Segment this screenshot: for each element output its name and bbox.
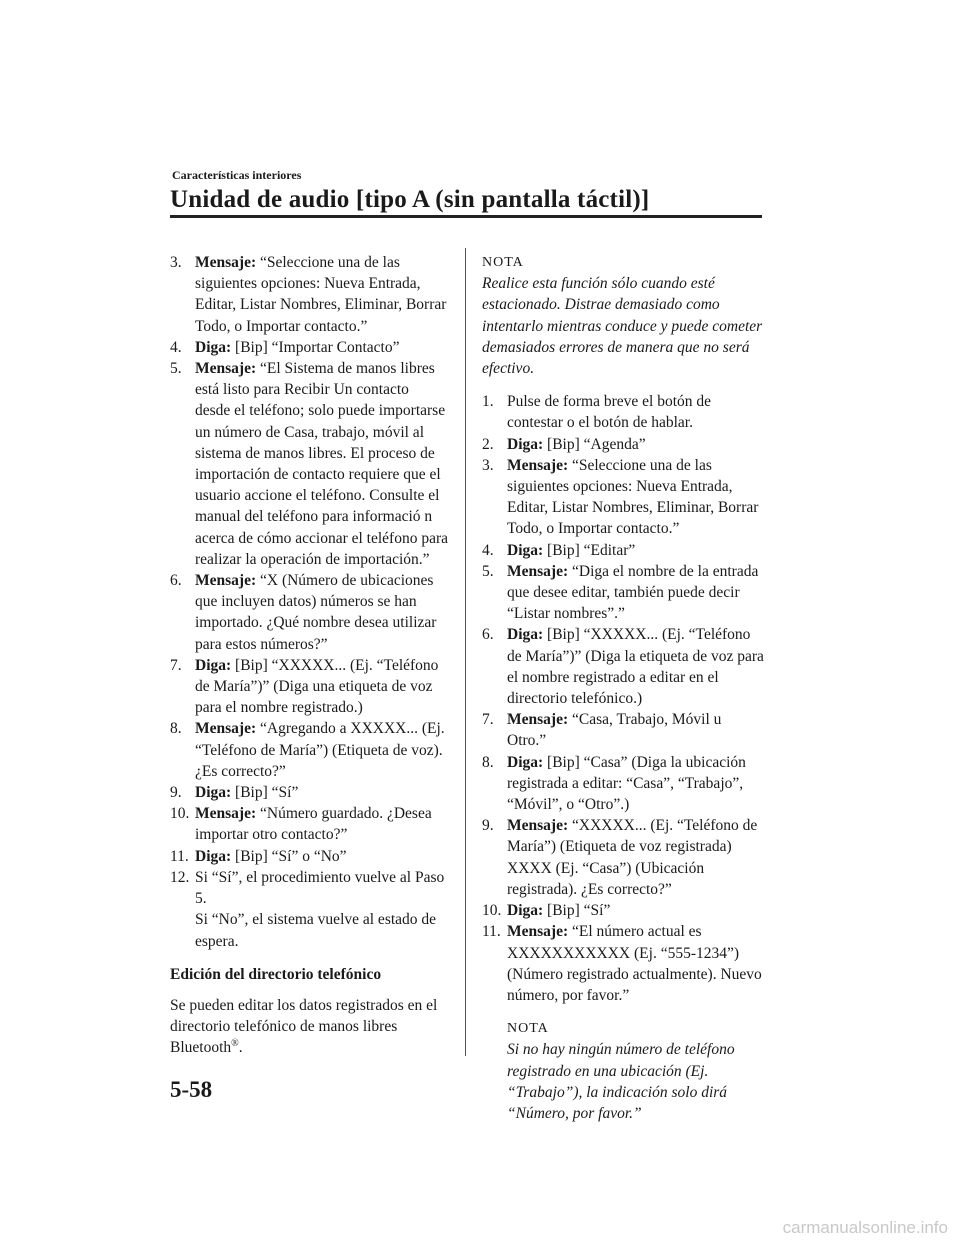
- step-6: [170, 570, 448, 655]
- note-title: NOTA: [507, 1021, 549, 1037]
- step-text: “El número actual es XXXXXXXXXXX (Ej. “555-1234”) (Número registrado actualmente). Nuevo número, por favor.”: [507, 923, 762, 1004]
- title-rule: [170, 215, 762, 218]
- step-9: [170, 782, 448, 803]
- step-text: [Bip] “Importar Contacto”: [231, 338, 400, 356]
- page-title: Unidad de audio [tipo A (sin pantalla táctil)]: [170, 186, 650, 213]
- step-number: 3.: [170, 254, 182, 271]
- step-number: 6.: [482, 626, 494, 644]
- step-5: [170, 358, 448, 570]
- step-label: Mensaje:: [507, 711, 569, 729]
- subheading-phonebook-edit: Edición del directorio telefónico: [170, 965, 382, 983]
- step-label: Diga:: [507, 753, 544, 771]
- step-label: Mensaje:: [507, 562, 569, 580]
- step-text: [Bip] “Agenda”: [543, 435, 646, 453]
- step-4: [482, 540, 764, 561]
- step-10: [482, 900, 764, 921]
- step-number: 4.: [482, 541, 494, 559]
- note-parked: [482, 252, 764, 379]
- step-4: [170, 337, 448, 358]
- step-7: [482, 709, 764, 751]
- page-number: 5-58: [170, 1077, 213, 1102]
- step-label: Diga:: [195, 784, 232, 802]
- step-label: Mensaje:: [195, 360, 257, 378]
- step-number: 9.: [170, 784, 182, 802]
- column-divider: [465, 248, 466, 1056]
- step-3: [482, 455, 764, 540]
- left-steps-list: [170, 252, 448, 867]
- intro-paragraph-text: Se pueden editar los datos registrados en el directorio telefónico de manos libres Bluetooth: [170, 996, 438, 1057]
- step-label: Mensaje:: [195, 572, 257, 590]
- step-text: [Bip] “XXXXX... (Ej. “Teléfono de María”)” (Diga una etiqueta de voz para el nombre registrado.): [195, 656, 439, 717]
- step-label: Mensaje:: [507, 456, 569, 474]
- step-10: [170, 803, 448, 845]
- step-7: [170, 655, 448, 719]
- step-number: 11.: [482, 923, 501, 941]
- step-number: 3.: [482, 456, 494, 474]
- step-text: [Bip] “Sí” o “No”: [231, 847, 347, 865]
- step-number: 7.: [482, 711, 494, 729]
- step-5: [482, 561, 764, 625]
- section-label: Características interiores: [172, 168, 302, 182]
- step-number: 12.: [170, 868, 190, 886]
- step-label: Mensaje:: [195, 805, 257, 823]
- step-label: Diga:: [195, 847, 232, 865]
- step-number: 10.: [482, 902, 502, 920]
- step-label: Diga:: [195, 656, 232, 674]
- note-title: NOTA: [482, 255, 524, 270]
- step-2: [482, 434, 764, 455]
- registered-mark: ®: [231, 1038, 239, 1050]
- step-text: “Casa, Trabajo, Móvil u Otro.”: [507, 711, 722, 750]
- step-text: “Seleccione una de las siguientes opciones: Nueva Entrada, Editar, Listar Nombres, Eliminar, Borrar Todo, o Importar contacto.”: [507, 456, 759, 538]
- step-number: 2.: [482, 435, 494, 453]
- step-number: 10.: [170, 805, 190, 823]
- step-number: 8.: [482, 753, 494, 771]
- step-text: Si “Sí”, el procedimiento vuelve al Paso 5.: [195, 868, 445, 908]
- step-label: Diga:: [195, 338, 232, 356]
- step-6: [482, 624, 764, 709]
- step-number: 8.: [170, 720, 182, 738]
- step-text: “Diga el nombre de la entrada que desee editar, también puede decir “Listar nombres”.”: [507, 562, 759, 623]
- note-text: Si no hay ningún número de teléfono registrado en una ubicación (Ej. “Trabajo”), la indicación solo dirá “Número, por favor.”: [507, 1041, 735, 1122]
- step-8: [482, 752, 764, 816]
- intro-paragraph: [170, 995, 448, 1059]
- step-text: Pulse de forma breve el botón de contestar o el botón de hablar.: [507, 393, 712, 432]
- note-no-number: [507, 1018, 764, 1124]
- step-text-continued: Si “No”, el sistema vuelve al estado de espera.: [195, 911, 437, 950]
- step-label: Mensaje:: [507, 923, 569, 941]
- note-text: Realice esta función sólo cuando esté estacionado. Distrae demasiado como intentarlo mientras conduce y puede cometer demasiados errores de manera que no será efectivo.: [482, 275, 763, 378]
- step-text: “XXXXX... (Ej. “Teléfono de María”) (Etiqueta de voz registrada) XXXX (Ej. “Casa”) (Ubicación registrada). ¿Es correcto?”: [507, 817, 758, 898]
- right-steps-list: [482, 434, 764, 1006]
- step-text: [Bip] “Editar”: [543, 541, 636, 559]
- step-label: Diga:: [507, 541, 544, 559]
- step-11: [482, 921, 764, 1006]
- right-column: [482, 252, 764, 1124]
- intro-paragraph-end: .: [238, 1039, 243, 1057]
- step-text: “Número guardado. ¿Desea importar otro contacto?”: [195, 805, 432, 844]
- step-label: Diga:: [507, 902, 544, 920]
- left-column: [170, 252, 448, 1059]
- footer-watermark: carmanualsonline.info: [782, 1218, 948, 1237]
- step-text: “X (Número de ubicaciones que incluyen datos) números se han importado. ¿Qué nombre desea utilizar para estos números?”: [195, 572, 437, 653]
- step-label: Mensaje:: [507, 817, 569, 835]
- step-number: 9.: [482, 817, 494, 835]
- step-1: [482, 391, 764, 433]
- step-number: 7.: [170, 656, 182, 674]
- step-12: [170, 867, 448, 952]
- step-text: [Bip] “Sí”: [543, 902, 611, 920]
- step-text: [Bip] “XXXXX... (Ej. “Teléfono de María”)” (Diga la etiqueta de voz para el nombre registrado a editar en el directorio telefónico.): [507, 626, 764, 708]
- step-label: Diga:: [507, 626, 544, 644]
- step-number: 11.: [170, 847, 189, 865]
- step-text: “El Sistema de manos libres está listo para Recibir Un contacto desde el teléfono; solo puede importarse un número de Casa, trabajo, móvil al sistema de manos libres. El proceso de importación de contacto requiere que el usuario accione el teléfono. Consulte el manual del teléfono para informació n acerca de cómo accionar el teléfono para realizar la operación de importación.”: [195, 360, 449, 568]
- step-9: [482, 815, 764, 900]
- step-label: Mensaje:: [195, 720, 257, 738]
- step-label: Mensaje:: [195, 254, 257, 271]
- step-text: [Bip] “Sí”: [231, 784, 299, 802]
- step-3: [170, 252, 448, 337]
- step-number: 1.: [482, 393, 494, 411]
- step-text: [Bip] “Casa” (Diga la ubicación registrada a editar: “Casa”, “Trabajo”, “Móvil”, o “Otro”.): [507, 753, 746, 814]
- step-number: 6.: [170, 572, 182, 590]
- step-11: [170, 846, 448, 867]
- step-number: 5.: [482, 562, 494, 580]
- step-8: [170, 718, 448, 782]
- step-text: “Agregando a XXXXX... (Ej. “Teléfono de María”) (Etiqueta de voz). ¿Es correcto?”: [195, 720, 445, 780]
- step-number: 4.: [170, 338, 182, 356]
- step-label: Diga:: [507, 435, 544, 453]
- step-text: “Seleccione una de las siguientes opciones: Nueva Entrada, Editar, Listar Nombres, Eliminar, Borrar Todo, o Importar contacto.”: [195, 254, 447, 335]
- step-number: 5.: [170, 360, 182, 378]
